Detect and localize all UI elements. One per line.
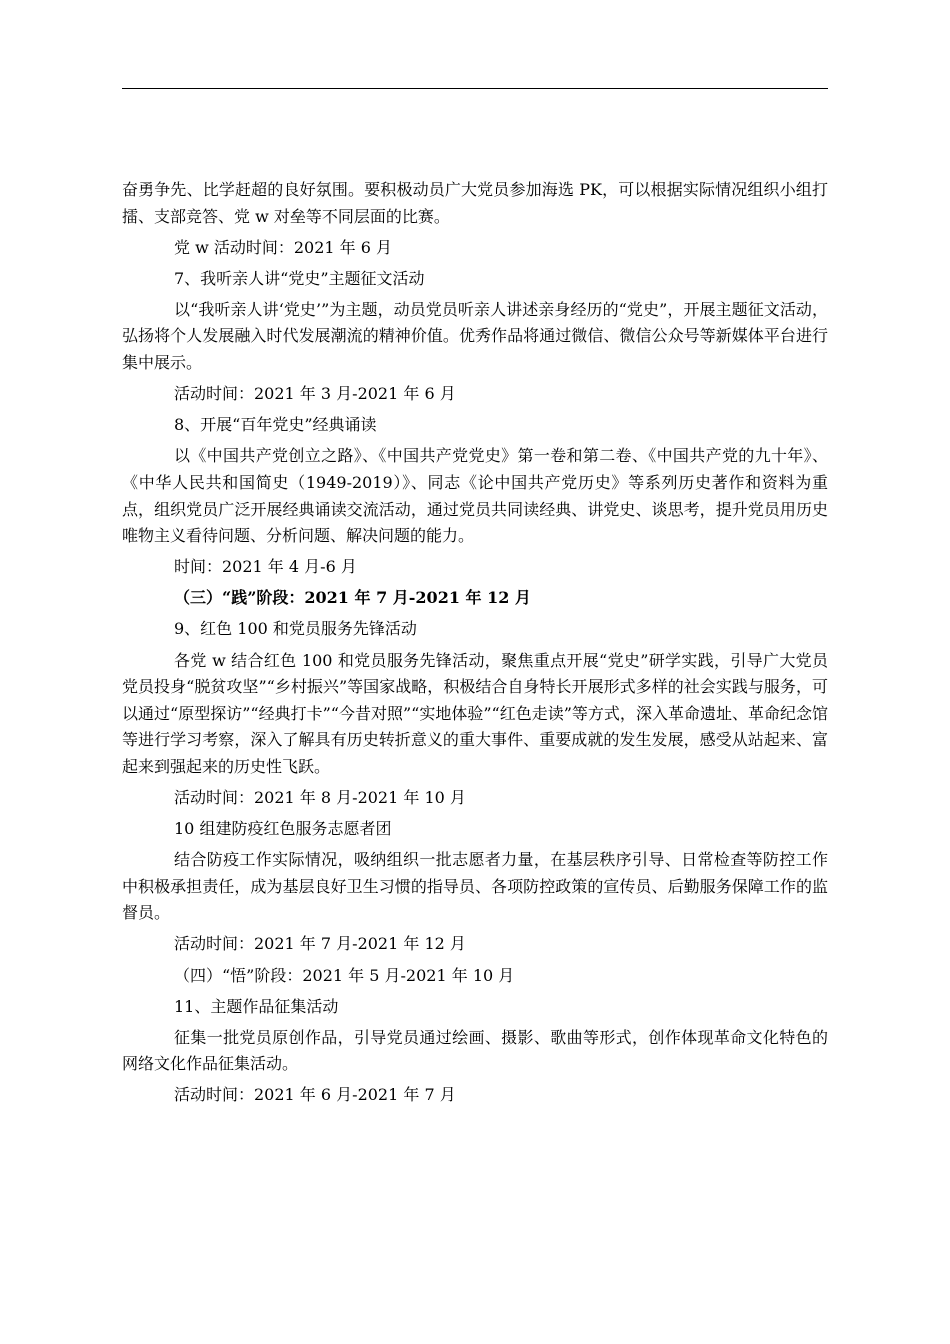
activity-time: 活动时间：2021 年 8 月-2021 年 10 月 [174, 787, 466, 807]
activity-time: 活动时间：2021 年 6 月-2021 年 7 月 [174, 1085, 456, 1105]
section-heading: （三）“践”阶段：2021 年 7 月-2021 年 12 月 [174, 588, 531, 608]
activity-time: 活动时间：2021 年 3 月-2021 年 6 月 [174, 384, 456, 404]
paragraph-continuation: 奋勇争先、比学赶超的良好氛围。要积极动员广大党员参加海选 PK，可以根据实际情况组织小组打擂、支部竞答、党 w 对垒等不同层面的比赛。 [122, 180, 828, 226]
item-heading: 11、主题作品征集活动 [174, 996, 339, 1016]
paragraph: 各党 w 结合红色 100 和党员服务先锋活动，聚焦重点开展“党史”研学实践，引导广大党员党员投身“脱贫攻坚”“乡村振兴”等国家战略，积极结合自身特长开展形式多样的社会实践与服务，可以通过“原型探访”“经典打卡”“今昔对照”“实地体验”“红色走读”等方式，深入革命遗址、革命纪念馆等进行学习考察，深入了解具有历史转折意义的重大事件、重要成就的发生发展，感受从站起来、富起来到强起来的历史性飞跃。 [122, 650, 828, 776]
item-heading: 7、我听亲人讲“党史”主题征文活动 [174, 268, 425, 288]
item-heading: 8、开展“百年党史”经典诵读 [174, 415, 377, 435]
activity-time: 活动时间：2021 年 7 月-2021 年 12 月 [174, 934, 466, 954]
paragraph: 以“我听亲人讲‘党史’”为主题，动员党员听亲人讲述亲身经历的“党史”，开展主题征文活动，弘扬将个人发展融入时代发展潮流的精神价值。优秀作品将通过微信、微信公众号等新媒体平台进行集中展示。 [122, 299, 828, 373]
activity-time: 党 w 活动时间：2021 年 6 月 [174, 237, 393, 257]
paragraph: 征集一批党员原创作品，引导党员通过绘画、摄影、歌曲等形式，创作体现革命文化特色的网络文化作品征集活动。 [122, 1027, 828, 1074]
header-rule [122, 88, 828, 89]
item-heading: 9、红色 100 和党员服务先锋活动 [174, 619, 417, 639]
document-body [122, 177, 828, 1109]
paragraph: 结合防疫工作实际情况，吸纳组织一批志愿者力量，在基层秩序引导、日常检查等防控工作中积极承担责任，成为基层良好卫生习惯的指导员、各项防控政策的宣传员、后勤服务保障工作的监督员。 [122, 850, 828, 923]
activity-time: 时间：2021 年 4 月-6 月 [174, 557, 357, 577]
item-heading: 10 组建防疫红色服务志愿者团 [174, 819, 392, 839]
paragraph: 以《中国共产党创立之路》、《中国共产党党史》第一卷和第二卷、《中国共产党的九十年》、《中华人民共和国简史（1949-2019）》、同志《论中国共产党历史》等系列历史著作和资料为重点，组织党员广泛开展经典诵读交流活动，通过党员共同读经典、讲党史、谈思考，提升党员用历史唯物主义看待问题、分析问题、解决问题的能力。 [122, 446, 828, 546]
section-heading: （四）“悟”阶段：2021 年 5 月-2021 年 10 月 [174, 965, 515, 985]
